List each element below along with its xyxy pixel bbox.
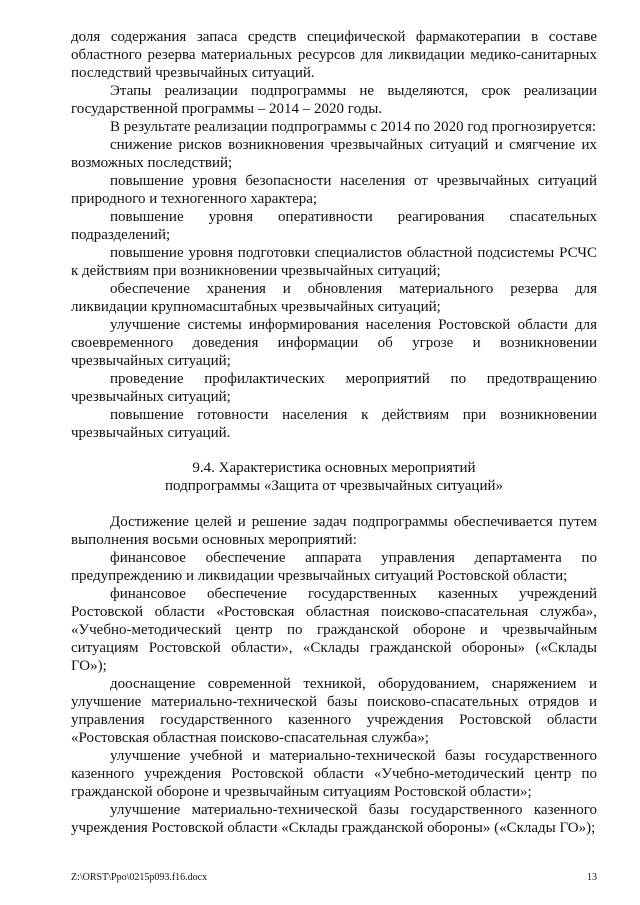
- list-item: финансовое обеспечение аппарата управления департамента по предупреждению и ликвидации чрезвычайных ситуаций Ростовской области;: [71, 550, 597, 584]
- list-item: улучшение материально-технической базы государственного казенного учреждения Ростовской области «Склады гражданской обороны» («Склады ГО»);: [71, 802, 597, 836]
- list-item: улучшение учебной и материально-технической базы государственного казенного учреждения Ростовской области «Учебно-методический центр по гражданской обороне и чрезвычайным ситуациям Ростовской области»;: [71, 748, 597, 800]
- list-item: проведение профилактических мероприятий по предотвращению чрезвычайных ситуаций;: [71, 371, 597, 405]
- paragraph: Этапы реализации подпрограммы не выделяются, срок реализации государственной программы – 2014 – 2020 годы.: [71, 83, 597, 117]
- file-path: Z:\ORST\Ppo\0215p093.f16.docx: [71, 872, 208, 883]
- list-item: повышение готовности населения к действиям при возникновении чрезвычайных ситуаций.: [71, 407, 597, 441]
- page-number: 13: [587, 872, 597, 883]
- list-item: дооснащение современной техникой, оборудованием, снаряжением и улучшение материально-технической базы поисково-спасательных отрядов и управления государственного казенного учреждения Ростовской области «Ростовская областная поисково-спасательная служба»;: [71, 676, 597, 746]
- paragraph: доля содержания запаса средств специфической фармакотерапии в составе областного резерва материальных ресурсов для ликвидации медико-санитарных последствий чрезвычайных ситуаций.: [71, 29, 597, 81]
- list-item: улучшение системы информирования населения Ростовской области для своевременного доведения информации об угрозе и возникновении чрезвычайных ситуаций;: [71, 317, 597, 369]
- paragraph: В результате реализации подпрограммы с 2014 по 2020 год прогнозируется:: [110, 119, 597, 135]
- list-item: повышение уровня безопасности населения от чрезвычайных ситуаций природного и техногенного характера;: [71, 173, 597, 207]
- list-item: обеспечение хранения и обновления материального резерва для ликвидации крупномасштабных чрезвычайных ситуаций;: [71, 281, 597, 315]
- paragraph: Достижение целей и решение задач подпрограммы обеспечивается путем выполнения восьми основных мероприятий:: [71, 514, 597, 548]
- section-heading: [71, 459, 597, 495]
- page-body: [71, 28, 597, 837]
- list-item: снижение рисков возникновения чрезвычайных ситуаций и смягчение их возможных последствий;: [71, 137, 597, 171]
- list-item: повышение уровня подготовки специалистов областной подсистемы РСЧС к действиям при возникновении чрезвычайных ситуаций;: [71, 245, 597, 279]
- section-heading-line-1: 9.4. Характеристика основных мероприятий: [192, 460, 476, 476]
- list-item: повышение уровня оперативности реагирования спасательных подразделений;: [71, 209, 597, 243]
- section-heading-line-2: подпрограммы «Защита от чрезвычайных ситуаций»: [164, 478, 504, 494]
- list-item: финансовое обеспечение государственных казенных учреждений Ростовской области «Ростовская областная поисково-спасательная служба», «Учебно-методический центр по гражданской обороне и чрезвычайным ситуациям Ростовской области», «Склады гражданской обороны» («Склады ГО»);: [71, 586, 597, 674]
